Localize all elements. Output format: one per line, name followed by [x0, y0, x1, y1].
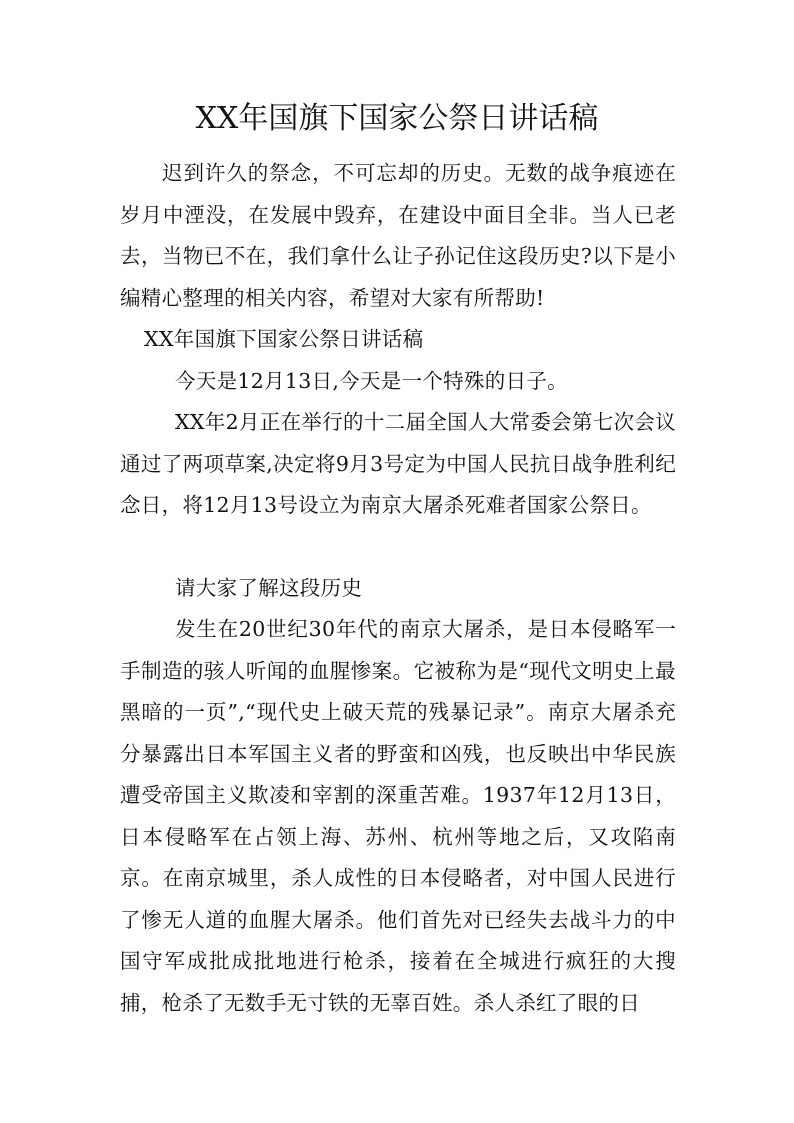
document-title: XX年国旗下国家公祭日讲话稿 — [195, 101, 599, 136]
intro-paragraph: 迟到许久的祭念，不可忘却的历史。无数的战争痕迹在岁月中湮没，在发展中毁弃，在建设中面目全非。当人已老去，当物已不在，我们拿什么让子孙记住这段历史?以下是小编精心整理的相关内容，希望对大家有所帮助! — [120, 161, 676, 310]
today-paragraph: 今天是12月13日,今天是一个特殊的日子。 — [175, 369, 568, 393]
please-paragraph: 请大家了解这段历史 — [175, 576, 363, 600]
speech-subtitle: XX年国旗下国家公祭日讲话稿 — [144, 327, 424, 351]
history-paragraph: 发生在20世纪30年代的南京大屠杀，是日本侵略军一手制造的骇人听闻的血腥惨案。它被称为是“现代文明史上最黑暗的一页”,“现代史上破天荒的残暴记录”。南京大屠杀充分暴露出日本军国主义者的野蛮和凶残，也反映出中华民族遭受帝国主义欺凌和宰割的深重苦难。1937年12月13日，日本侵略军在占领上海、苏州、杭州等地之后，又攻陷南京。在南京城里，杀人成性的日本侵略者，对中国人民进行了惨无人道的血腥大屠杀。他们首先对已经失去战斗力的中国守军成批成批地进行枪杀，接着在全城进行疯狂的大搜捕，枪杀了无数手无寸铁的无辜百姓。杀人杀红了眼的日 — [120, 617, 676, 1015]
law-paragraph: XX年2月正在举行的十二届全国人大常委会第七次会议通过了两项草案,决定将9月3号定为中国人民抗日战争胜利纪念日，将12月13号设立为南京大屠杀死难者国家公祭日。 — [120, 410, 676, 517]
